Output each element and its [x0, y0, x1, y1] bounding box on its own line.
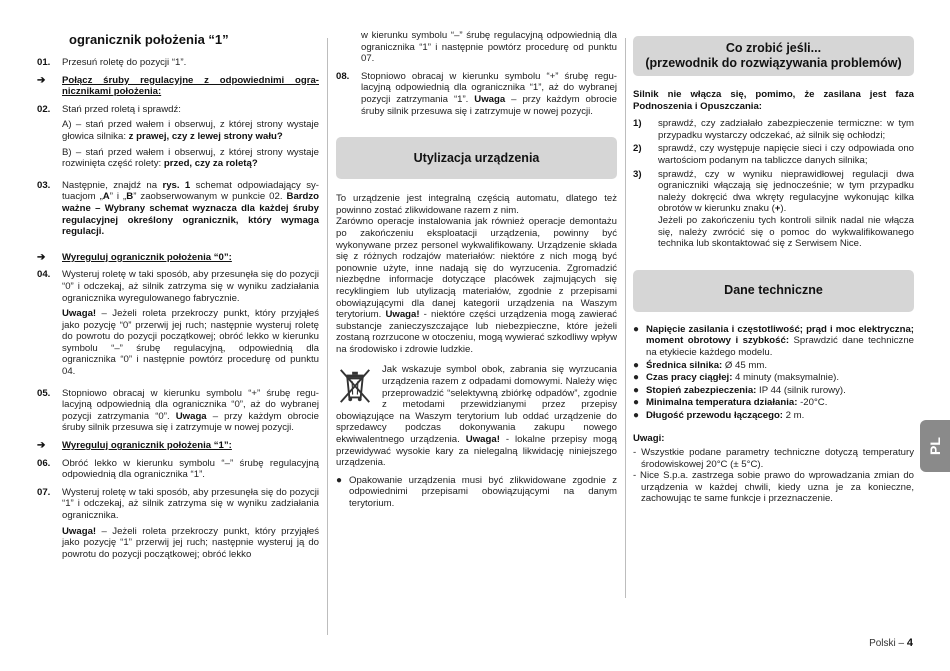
check-3: 3) sprawdź, czy w wyniku nieprawidłowej regulacji dwa ograniczniki włączają się jednocześnie; w tym przypadku należy dokręcić dwa wkręty regulacyjne wykonując kilka obrotów w kierunku znaku (+). Jeżeli po zakończeniu tych kontroli silnik nadal nie włącza się, należy zwrócić się o pomoc do wykwalifikowanego technika lub skontaktować się z Serwisem Nice.	[633, 168, 914, 250]
arrow-icon: ➔	[37, 440, 46, 452]
bullet-icon: ●	[633, 409, 640, 421]
arrow-icon: ➔	[37, 74, 46, 86]
crossed-bin-icon	[336, 366, 374, 406]
step-05: 05. Stopniowo obracaj w kierunku symbolu “+” śrubę regulacyjną odpowiednią dla ogranicznika “0”, aż do wybranej pozycji zatrzymania “0”. Uwaga – przy każdym obrocie śruby silnik przesuwa się i zatrzymuje w nowej pozycji.	[37, 387, 320, 434]
notes-title: Uwagi:	[633, 433, 665, 445]
step-03: 03. Następnie, znajdź na rys. 1 schemat odpowiadający sytuacjom „A” i „B” zaobserwowanym w punkcie 02. Bardzo ważne – Wybrany schemat wyznacza dla każdej śruby regulacyjnej określony ogranicznik, który wymaga regulacji.	[37, 179, 320, 238]
arrow-connect-screws: ➔ Połącz śruby regulacyjne z odpowiednimi ogranicznikami położenia:	[37, 74, 319, 98]
disposal-para-3: Jak wskazuje symbol obok, zabrania się wyrzucania urządzenia razem z odpadami domowymi. Należy więc przeprowadzić “selektywną zbiórkę odpadów”, zgodnie z metodami przewidzianymi przez przepisy obowiązujące na Waszym terytorium lub oddać urządzenie do sprzedawcy podczas dokonywania zakupu nowego ekwiwalentnego urządzenia. Uwaga! - lokalne przepisy mogą przewidywać wysokie kary za nielegalną likwidację niniejszego urządzenia.	[336, 364, 617, 469]
column-divider	[327, 38, 328, 635]
step-08: 08. Stopniowo obracaj w kierunku symbolu “+” śrubę regulacyjną odpowiednią dla ogranicznika “1”, aż do wybranej pozycji zatrzymania “1”. Uwaga – przy każdym obrocie śruby silnik przesuwa się i zatrzymuje w nowej pozycji.	[336, 70, 617, 117]
check-1: 1) sprawdź, czy zadziałało zabezpieczenie termiczne: w tym przypadku wystarczy odczekać, aż silnik się ochłodzi;	[633, 118, 914, 141]
step-06: 06. Obróć lekko w kierunku symbolu “–” śrubę regulacyjną odpowiednią dla ogranicznika “1”.	[37, 457, 319, 481]
language-tab: PL	[920, 420, 950, 472]
disposal-heading-box: Utylizacja urządzenia	[336, 137, 617, 179]
page-number: 4	[906, 637, 913, 649]
spec-protection: ● Stopień zabezpieczenia: IP 44 (silnik rurowy).	[633, 384, 846, 396]
tech-data-heading-box: Dane techniczne	[633, 270, 914, 312]
column-divider	[625, 38, 626, 598]
column-2	[336, 30, 617, 511]
step-01: 01. Przesuń roletę do pozycji “1”.	[37, 57, 187, 68]
step-02: 02. Stań przed roletą i sprawdź: A) – stań przed wałem i obserwuj, z której strony wystaje głowica silnika: z prawej, czy z lewej strony wału? B) – stań przed wałem i obserwuj, z której strony wystaje rozwinięta część rolety: przed, czy za roletą?	[37, 103, 319, 170]
arrow-adjust-limit-0: ➔ Wyreguluj ogranicznik położenia “0”:	[37, 251, 232, 263]
spec-power: ● Napięcie zasilania i częstotliwość; prąd i moc elektryczna; moment obrotowy i szybkość: Sprawdzić dane techniczne na etykiecie każdego modelu.	[633, 323, 914, 358]
step-04: 04. Wysteruj roletę w taki sposób, aby przesunęła się do pozycji “0” i odczekaj, aż silnik zatrzyma się w wyniku zadziałania ogranicznika wyregulowanego fabrycznie. Uwaga! – Jeżeli roleta przekroczy punkt, który przyjąłeś jako pozycję “0” przerwij jej ruch; następnie wysteruj roletę do powrotu do pozycji początkowej; obróć lekko w kierunku symbolu “–” śrubę regulacyjną, odpowiednią dla ogranicznika “0” i następnie powtórz procedurę od punktu 04.	[37, 269, 319, 378]
bullet-icon: ●	[336, 474, 343, 486]
column-3	[633, 36, 914, 505]
step-07-continued: w kierunku symbolu “–” śrubę regulacyjną odpowiednią dla ogranicznika “1” i następnie powtórz procedurę od punktu 07.	[361, 30, 617, 65]
bullet-icon: ●	[633, 359, 640, 371]
disposal-para-2: Zarówno operacje instalowania jak również operacje demontażu po zakończeniu eksploatacji urządzenia, powinny być wykonywane przez personel wykwalifikowany. Urządzenie składa się z różnych rodzajów materiałów: niektóre z nich mogą być ponownie użyte, inne nadają się do wyrzucenia. Zgromadzić niezbędne informacje dotyczące placówek zajmujących się recyklingiem lub utylizacją materiałów, zgodnie z przepisami obowiązującymi dla danej kategorii urządzenia na Waszym terytorium. Uwaga! - niektóre części urządzenia mogą zawierać substancje zanieczyszczające lub niebezpieczne, które jeżeli zostaną rozrzucone w otoczeniu, mogą wywierać szkodliwy wpływ na środowisko i zdrowie ludzkie.	[336, 216, 618, 355]
column-1	[37, 32, 319, 570]
bullet-icon: ●	[633, 384, 640, 396]
disposal-para-1: To urządzenie jest integralną częścią automatu, dlatego też powinno zostać zlikwidowane razem z nim.	[336, 193, 617, 216]
bullet-icon: ●	[633, 397, 640, 409]
troubleshooting-heading-box: Co zrobić jeśli... (przewodnik do rozwiązywania problemów)	[633, 36, 914, 76]
bullet-icon: ●	[633, 372, 640, 384]
bullet-icon: ●	[633, 323, 640, 335]
packaging-bullet: ● Opakowanie urządzenia musi być zlikwidowane zgodnie z odpowiednimi przepisami obowiązującymi na danym terytorium.	[336, 474, 617, 509]
check-2: 2) sprawdź, czy występuje napięcie sieci i czy odpowiada ono wartościom podanym na tabliczce danych silnika;	[633, 143, 914, 166]
page-footer: Polski – 4	[869, 637, 913, 649]
spec-min-temp: ● Minimalna temperatura działania: -20°C.	[633, 397, 828, 409]
note-2: - Nice S.p.a. zastrzega sobie prawo do wprowadzania zmian do urządzenia w każdej chwili, kiedy uzna je za konieczne, zachowując te same funkcje i przeznaczenie.	[633, 470, 914, 505]
section-title: ogranicznik położenia “1”	[69, 32, 229, 47]
spec-diameter: ● Średnica silnika: Ø 45 mm.	[633, 359, 768, 371]
note-1: - Wszystkie podane parametry techniczne dotyczą temperatury środowiskowej 20°C (± 5°C).	[633, 447, 914, 470]
problem-question: Silnik nie włącza się, pomimo, że zasilana jest faza Podnoszenia i Opuszczania:	[633, 89, 914, 112]
spec-cable-length: ● Długość przewodu łączącego: 2 m.	[633, 409, 805, 421]
arrow-adjust-limit-1: ➔ Wyreguluj ogranicznik położenia “1”:	[37, 440, 232, 452]
arrow-icon: ➔	[37, 251, 46, 263]
step-07: 07. Wysteruj roletę w taki sposób, aby przesunęła się do pozycji “1” i odczekaj, aż silnik zatrzyma się w wyniku zadziałania ogranicznika. Uwaga! – Jeżeli roleta przekroczy punkt, który przyjąłeś jako pozycję “1” przerwij jej ruch; następnie wysteruj ją do powrotu do pozycji początkowej; obróć lekko	[37, 486, 319, 560]
spec-continuous-time: ● Czas pracy ciągłej: 4 minuty (maksymalnie).	[633, 372, 840, 384]
